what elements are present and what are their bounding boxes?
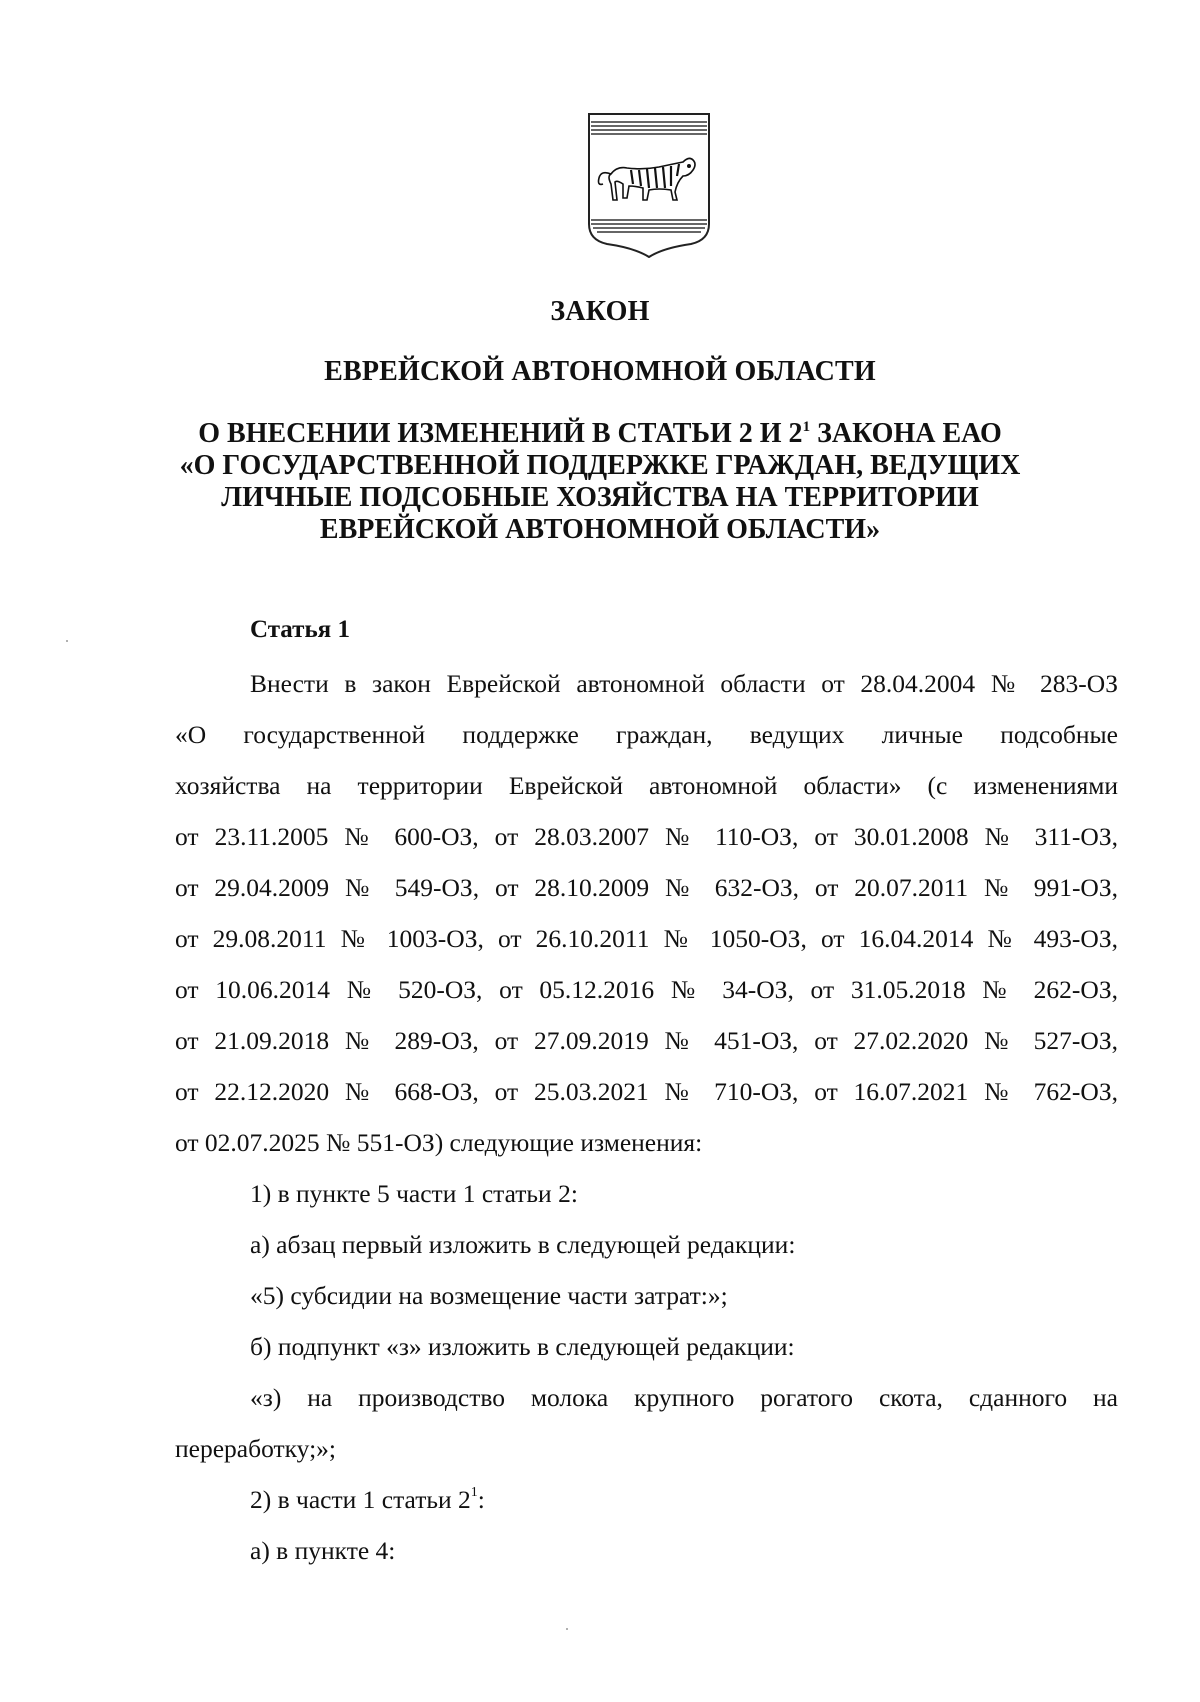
- article-title: Статья 1: [250, 616, 350, 643]
- intro-line: хозяйства на территории Еврейской автономной области» (с изменениями: [175, 771, 1118, 800]
- title-line-1: О ВНЕСЕНИИ ИЗМЕНЕНИЙ В СТАТЬИ 2 И $2^1$ ЗАКОНА ЕАО: [198, 418, 1002, 449]
- intro-line: от 23.11.2005 № 600-ОЗ, от 28.03.2007 № 110-ОЗ, от 30.01.2008 № 311-ОЗ,: [175, 822, 1118, 851]
- quote-line: переработку;»;: [175, 1434, 336, 1463]
- scan-speck: [66, 640, 68, 642]
- intro-line: от 29.08.2011 № 1003-ОЗ, от 26.10.2011 № 1050-ОЗ, от 16.04.2014 № 493-ОЗ,: [175, 924, 1118, 953]
- intro-line: от 29.04.2009 № 549-ОЗ, от 28.10.2009 № 632-ОЗ, от 20.07.2011 № 991-ОЗ,: [175, 873, 1118, 902]
- list-item: б) подпункт «з» изложить в следующей редакции:: [250, 1332, 795, 1361]
- intro-paragraph: [175, 658, 1118, 1168]
- intro-line: от 02.07.2025 № 551-ОЗ) следующие изменения:: [175, 1128, 703, 1157]
- list-item: 1) в пункте 5 части 1 статьи 2:: [250, 1179, 578, 1208]
- quote-line: «з) на производство молока крупного рогатого скота, сданного на: [250, 1383, 1118, 1412]
- intro-line: от 22.12.2020 № 668-ОЗ, от 25.03.2021 № 710-ОЗ, от 16.07.2021 № 762-ОЗ,: [175, 1077, 1118, 1106]
- coat-of-arms-emblem: [587, 112, 711, 258]
- law-title: [150, 418, 1050, 546]
- law-label: ЗАКОН: [550, 296, 650, 327]
- intro-line: от 10.06.2014 № 520-ОЗ, от 05.12.2016 № 34-ОЗ, от 31.05.2018 № 262-ОЗ,: [175, 975, 1118, 1004]
- tiger-icon: [599, 158, 696, 200]
- title-line-3: ЛИЧНЫЕ ПОДСОБНЫЕ ХОЗЯЙСТВА НА ТЕРРИТОРИИ: [221, 482, 979, 513]
- list-item: «5) субсидии на возмещение части затрат:»;: [250, 1281, 728, 1310]
- region-heading: ЕВРЕЙСКОЙ АВТОНОМНОЙ ОБЛАСТИ: [324, 356, 876, 387]
- intro-line: «О государственной поддержке граждан, ведущих личные подсобные: [175, 720, 1118, 749]
- list-item: а) в пункте 4:: [250, 1536, 396, 1565]
- intro-line: от 21.09.2018 № 289-ОЗ, от 27.09.2019 № 451-ОЗ, от 27.02.2020 № 527-ОЗ,: [175, 1026, 1118, 1055]
- list-item: а) абзац первый изложить в следующей редакции:: [250, 1230, 796, 1259]
- quote-paragraph: [175, 1372, 1118, 1474]
- article-body: [175, 658, 1118, 1576]
- title-line-4: ЕВРЕЙСКОЙ АВТОНОМНОЙ ОБЛАСТИ»: [319, 514, 881, 545]
- title-line-2: «О ГОСУДАРСТВЕННОЙ ПОДДЕРЖКЕ ГРАЖДАН, ВЕДУЩИХ: [179, 450, 1021, 481]
- scan-speck: [566, 1628, 568, 1630]
- list-item: 2) в части 1 статьи $2^1$:: [250, 1485, 485, 1514]
- intro-line: Внести в закон Еврейской автономной области от 28.04.2004 № 283-ОЗ: [250, 669, 1118, 698]
